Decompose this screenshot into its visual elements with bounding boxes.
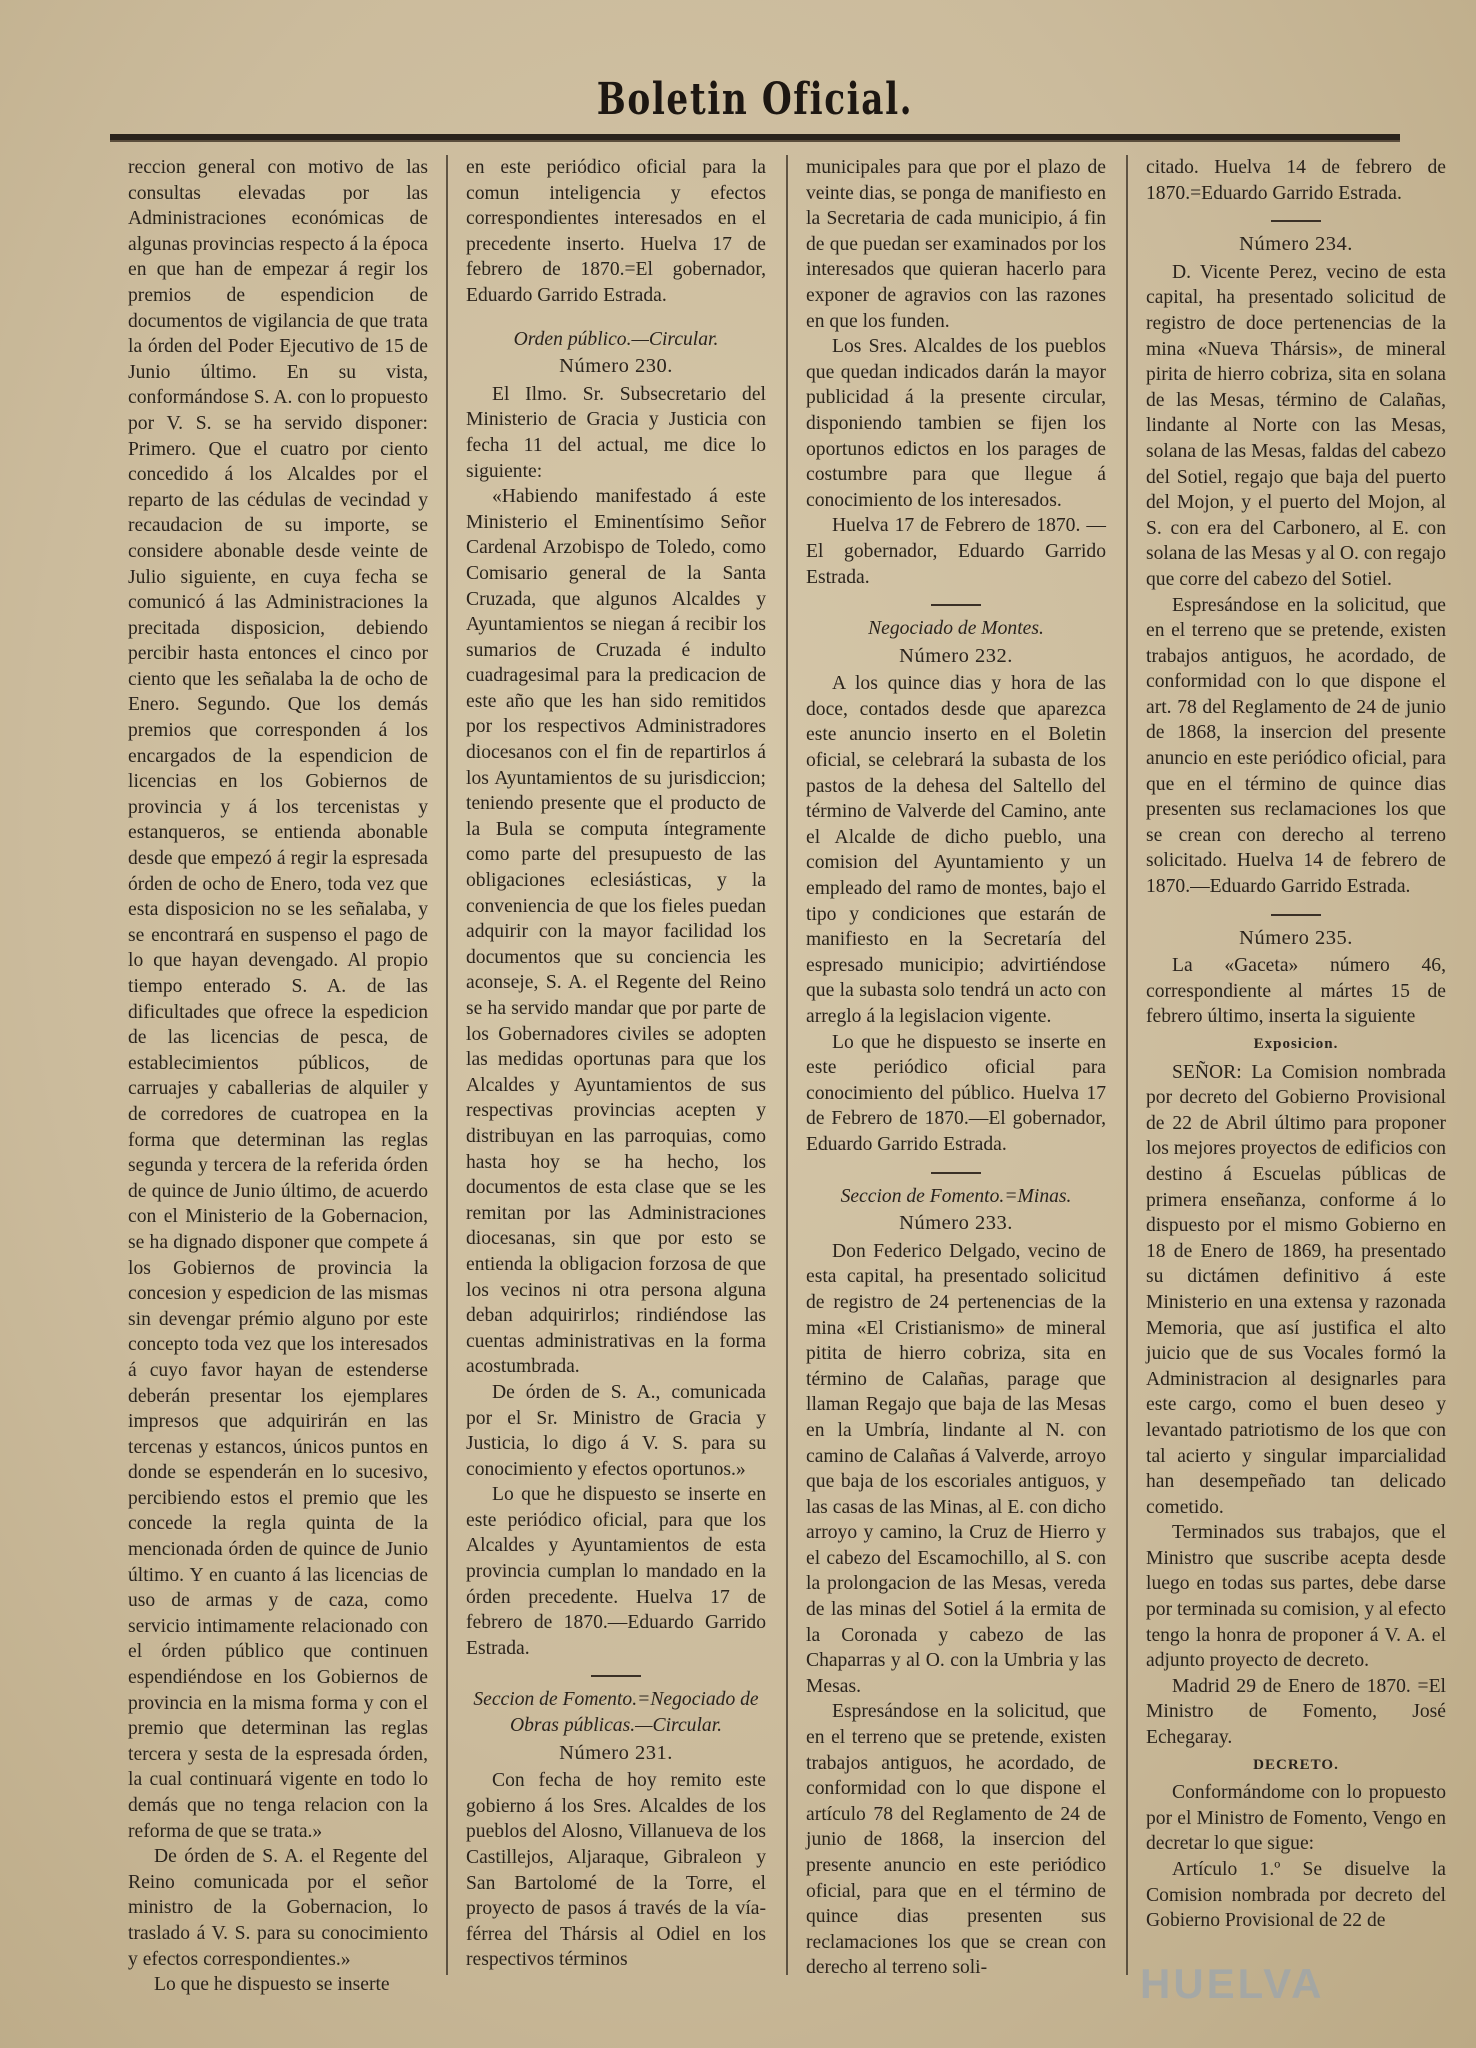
paragraph: Lo que he dispuesto se inserte [154, 1974, 390, 1996]
notice-number: Número 230. [559, 355, 673, 378]
paragraph: D. Vicente Perez, vecino de esta capital, ha presentado solicitud de registro de doce pertenencias de la mina «Nueva Thársis», de mineral pirita de hierro cobriza, sita en solana de las Mesas, término de Calañas, lindante al Norte con las Mesas, solana de las Mesas, faldas del cabezo del Sotiel, regajo que baja del puerto del Mojon, y el puerto del Mojon, al S. con era del Carbonero, al E. con solana de las Mesas y al O. con regajo que corre del cabezo del Sotiel. [1146, 261, 1446, 590]
paragraph: SEÑOR: La Comision nombrada por decreto del Gobierno Provisional de 22 de Abril último para proponer los mejores proyectos de edificios con destino á Escuelas públicas de primera enseñanza, conforme á lo dispuesto por el mismo Gobierno en 18 de Enero de 1869, ha presentado su dictámen definitivo á este Ministerio en una extensa y razonada Memoria, que así justifica el alto juicio que de sus Vocales formó la Administracion al designarles para este cargo, como el buen deseo y levantado patriotismo de los que con tal acierto y singular imparcialidad han desempeñado tan delicado cometido. [1146, 1061, 1446, 1518]
paragraph: Lo que he dispuesto se inserte en este periódico oficial para conocimiento del público. Huelva 17 de Febrero de 1870.—El gobernador, Eduardo Garrido Estrada. [806, 1031, 1106, 1155]
masthead-title: Boletin Oficial. [596, 74, 914, 125]
library-watermark: HUELVA [1140, 1960, 1325, 2007]
paragraph: De órden de S. A., comunicada por el Sr. Ministro de Gracia y Justicia, lo digo á V. S. para su conocimiento y efectos oportunos.» [466, 1381, 766, 1480]
paragraph: Terminados sus trabajos, que el Ministro que suscribe acepta desde luego en todas sus partes, debe darse por terminada su comision, y al efecto tengo la honra de proponer á V. A. el adjunto proyecto de decreto. [1146, 1522, 1446, 1672]
decreto-heading: DECRETO. [1253, 1756, 1339, 1773]
section-separator [931, 604, 981, 606]
notice-number: Número 235. [1239, 926, 1353, 949]
paragraph: El Ilmo. Sr. Subsecretario del Ministerio de Gracia y Justicia con fecha 11 del actual, me dice lo siguiente: [466, 383, 766, 482]
paragraph: Huelva 17 de Febrero de 1870. —El gobernador, Eduardo Garrido Estrada. [806, 515, 1106, 588]
section-heading: Seccion de Fomento.=Minas. [840, 1185, 1072, 1207]
section-separator [1271, 220, 1321, 222]
paragraph: en este periódico oficial para la comun inteligencia y efectos correspondientes interesados en el precedente inserto. Huelva 17 de febrero de 1870.=El gobernador, Eduardo Garrido Estrada. [466, 157, 766, 306]
paragraph: Madrid 29 de Enero de 1870. =El Ministro de Fomento, José Echegaray. [1146, 1675, 1446, 1749]
notice-number: Número 231. [559, 1741, 673, 1764]
column-divider [446, 155, 448, 1975]
column-divider [1126, 155, 1128, 1975]
exposicion-heading: Exposicion. [1253, 1036, 1339, 1052]
notice-number: Número 234. [1239, 233, 1353, 256]
section-separator [931, 1172, 981, 1174]
masthead-area [110, 60, 1400, 145]
column-1 [128, 155, 428, 1996]
paragraph: Espresándose en la solicitud, que en el terreno que se pretende, existen trabajos antiguos, he acordado, de conformidad con lo que dispone el artículo 78 del Reglamento de 24 de junio de 1868, la insercion del presente anuncio en este periódico oficial, para que en el término de quince dias presenten sus reclamaciones los que se crean con derecho al terreno soli- [806, 1701, 1106, 1979]
paragraph: Artículo 1.º Se disuelve la Comision nombrada por decreto del Gobierno Provisional de 22 de [1146, 1859, 1446, 1932]
section-separator [1271, 914, 1321, 916]
column-3 [806, 155, 1106, 1979]
column-2 [466, 155, 766, 1975]
section-heading: Negociado de Montes. [868, 618, 1044, 640]
column-4 [1146, 155, 1446, 1975]
section-separator [591, 1675, 641, 1677]
paragraph: Los Sres. Alcaldes de los pueblos que quedan indicados darán la mayor publicidad á la presente circular, disponiendo tambien se fijen los oportunos edictos en los parages de costumbre para que llegue á conocimiento de los interesados. [806, 336, 1106, 511]
paragraph: De órden de S. A. el Regente del Reino comunicada por el señor ministro de la Gobernacion, lo traslado á V. S. para su conocimiento y efectos correspondientes.» [128, 1846, 428, 1970]
paragraph: Lo que he dispuesto se inserte en este periódico oficial, para que los Alcaldes y Ayuntamientos de esta provincia cumplan lo mandado en la órden precedente. Huelva 17 de febrero de 1870.—Eduardo Garrido Estrada. [466, 1484, 766, 1659]
paragraph: A los quince dias y hora de las doce, contados desde que aparezca este anuncio inserto en el Boletin oficial, se celebrará la subasta de los pastos de la dehesa del Saltello del término de Valverde del Camino, ante el Alcalde de dicho pueblo, una comision del Ayuntamiento y un empleado del ramo de montes, bajo el tipo y condiciones que estarán de manifiesto en la Secretaría del espresado municipio; advirtiéndose que la subasta solo tendrá un acto con arreglo á la legislacion vigente. [806, 673, 1106, 1027]
paragraph: municipales para que por el plazo de veinte dias, se ponga de manifiesto en la Secretaria de cada municipio, á fin de que puedan ser examinados por los interesados que quieran hacerlo para exponer de agravios con las razones en que los funden. [806, 157, 1106, 332]
notice-number: Número 232. [899, 644, 1013, 667]
paragraph: Conformándome con lo propuesto por el Ministro de Fomento, Vengo en decretar lo que sigue: [1146, 1782, 1446, 1855]
paragraph: Don Federico Delgado, vecino de esta capital, ha presentado solicitud de registro de 24 pertenencias de la mina «El Cristianismo» de mineral pitita de hierro cobriza, sita en término de Calañas, parage que llaman Regajo que baja de las Mesas en la Umbría, lindante al N. con camino de Calañas á Valverde, arroyo que baja de los escoriales antiguos, y las casas de las Minas, al E. con dicho arroyo y camino, la Cruz de Hierro y el cabezo del Escamochillo, al S. con la prolongacion de las Mesas, vereda de las minas del Sotiel á la ermita de la Coronada y cabezo de las Chaparras y al O. con la Umbria y las Mesas. [806, 1240, 1106, 1697]
column-divider [786, 155, 788, 1975]
notice-number: Número 233. [899, 1212, 1013, 1235]
section-heading: Seccion de Fomento.=Negociado de Obras públicas.—Circular. [473, 1689, 759, 1737]
paragraph: citado. Huelva 14 de febrero de 1870.=Eduardo Garrido Estrada. [1146, 157, 1446, 204]
paragraph: Espresándose en la solicitud, que en el terreno que se pretende, existen trabajos antiguos, he acordado, de conformidad con lo que dispone el art. 78 del Reglamento de 24 de junio de 1868, la insercion del presente anuncio en este periódico oficial, para que en el término de quince dias presenten sus reclamaciones los que se crean con derecho al terreno solicitado. Huelva 14 de febrero de 1870.—Eduardo Garrido Estrada. [1146, 594, 1446, 898]
text-columns [128, 155, 1446, 1996]
paragraph: reccion general con motivo de las consultas elevadas por las Administraciones económicas de algunas provincias respecto á la época en que han de empezar á regir los premios de espendicion de documentos de vigilancia de que trata la órden del Poder Ejecutivo de 15 de Junio último. En su vista, conformándose S. A. con lo propuesto por V. S. se ha servido disponer: Primero. Que el cuatro por ciento concedido á los Alcaldes por el reparto de las cédulas de vecindad y recaudacion de su importe, se considere abonable desde veinte de Julio siguiente, en cuya fecha se comunicó á las Administraciones la precitada disposicion, debiendo percibir hasta entonces el cinco por ciento que les señalaba la de ocho de Enero. Segundo. Que los demás premios que corresponden á los encargados de la espendicion de licencias en los Gobiernos de provincia y á los tercenistas y estanqueros, se entienda abonable desde que empezó á regir la espresada órden de ocho de Enero, toda vez que esta disposicion no se les señalaba, y se encontrará en suspenso el pago de lo que hayan devengado. Al propio tiempo enterado S. A. de las dificultades que ofrece la espedicion de las licencias de pesca, de establecimientos públicos, de carruajes y caballerias de alquiler y de corredores de cuatropea en la forma que determinan las reglas segunda y tercera de la referida órden de quince de Junio último, de acuerdo con el Ministerio de la Gobernacion, se ha dignado disponer que compete á los Gobiernos de provincia la concesion y espedicion de las mismas sin devengar prémio alguno por este concepto toda vez que los interesados á cuyo favor hayan de estenderse deberán presentar los ejemplares impresos que adquirirán en las tercenas y estancos, únicos puntos en donde se espenderán en lo sucesivo, percibiendo estos el premio que les concede la regla quinta de la mencionada órden de quince de Junio último. Y en cuanto á las licencias de uso de armas y de caza, como servicio intimamente relacionado con el órden público que continuen espendiéndose en los Gobiernos de provincia en la misma forma y con el premio que determinan las reglas tercera y sesta de la espresada órden, la cual continuará vigente en todo lo demás que no tenga relacion con la reforma de que se trata.» [128, 157, 428, 1842]
paragraph: La «Gaceta» número 46, correspondiente al mártes 15 de febrero último, inserta la siguiente [1146, 955, 1446, 1028]
paragraph: Con fecha de hoy remito este gobierno á los Sres. Alcaldes de los pueblos del Alosno, Villanueva de los Castillejos, Aljaraque, Gibraleon y San Bartolomé de la Torre, el proyecto de pasos á través de la vía-férrea del Thársis al Odiel en los respectivos términos [466, 1770, 766, 1971]
paragraph: «Habiendo manifestado á este Ministerio el Eminentísimo Señor Cardenal Arzobispo de Toledo, como Comisario general de la Santa Cruzada, que algunos Alcaldes y Ayuntamientos se niegan á recibir los sumarios de Cruzada é indulto cuadragesimal para la predicacion de este año que les han sido remitidos por los respectivos Administradores diocesanos con el fin de repartirlos á los Ayuntamientos de su jurisdiccion; teniendo presente que el producto de la Bula se computa íntegramente como parte del presupuesto de las obligaciones eclesiásticas, y la conveniencia de que los fieles puedan adquirir con la mayor facilidad los documentos que su conciencia les aconseje, S. A. el Regente del Reino se ha servido mandar que por parte de los Gobernadores civiles se adopten las medidas oportunas para que los Alcaldes y Ayuntamientos de sus respectivas provincias acepten y distribuyan en las parroquias, como hasta hoy se ha hecho, los documentos de esta clase que se les remitan por las Administraciones diocesanas, sin que por esto se entienda la obligacion forzosa de que los vecinos ni otra persona alguna deban adquirirlos; rindiéndose las cuentas administrativas en la forma acostumbrada. [466, 486, 766, 1378]
section-heading: Orden público.—Circular. [513, 328, 719, 350]
header-rule [110, 134, 1400, 142]
